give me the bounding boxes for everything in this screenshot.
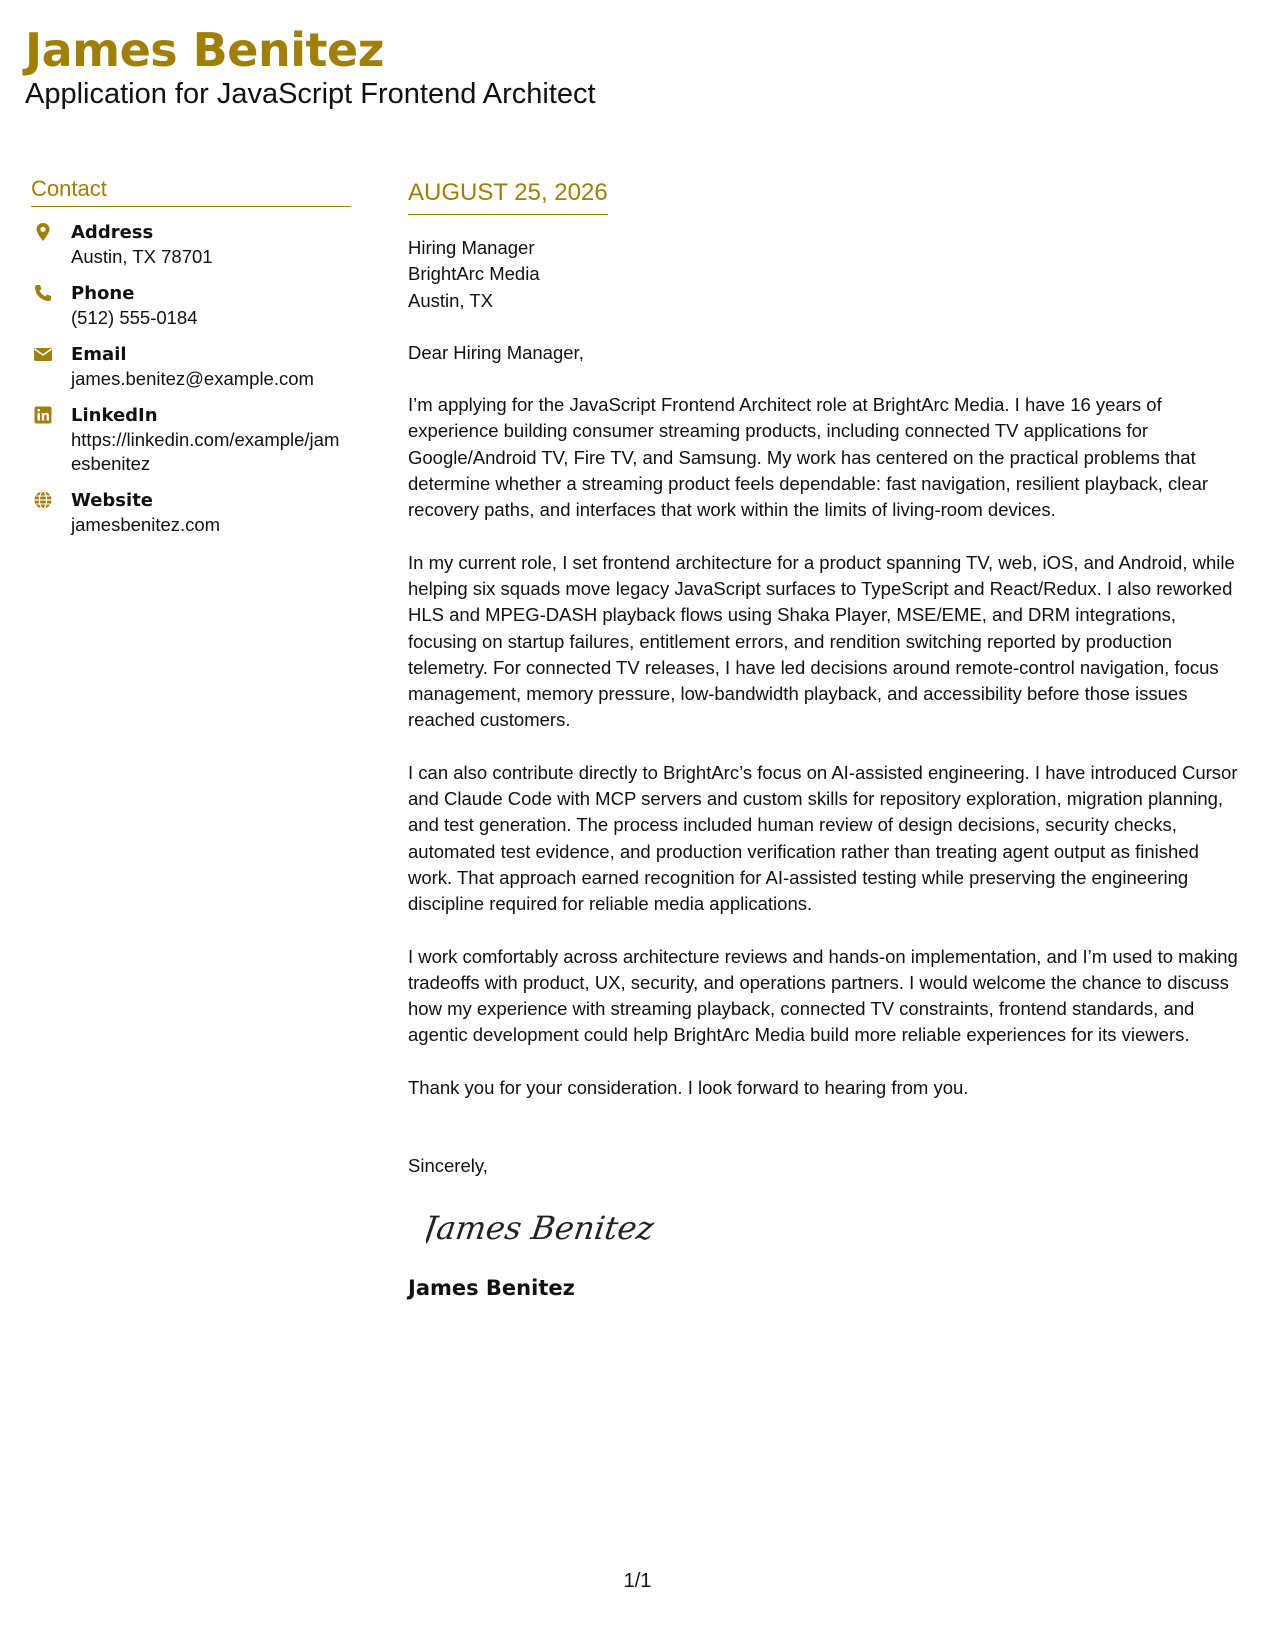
contact-value: (512) 555-0184 (71, 307, 198, 328)
applicant-name: James Benitez (25, 23, 384, 77)
contact-item-address (31, 221, 351, 269)
letter-paragraph: I’m applying for the JavaScript Frontend Architect role at BrightArc Media. I have 16 years of experience building consumer streaming products, including connected TV applications for Google/Android TV, Fire TV, and Samsung. My work has centered on the practical problems that determine whether a streaming product feels dependable: fast navigation, resilient playback, clear recovery paths, and interfaces that work within the limits of living-room devices. (408, 394, 1209, 521)
letter-header (25, 22, 596, 112)
contact-value: james.benitez@example.com (71, 368, 314, 389)
recipient-line: Austin, TX (408, 289, 494, 311)
map-pin-icon (33, 222, 53, 242)
recipient-block (408, 235, 1248, 314)
contact-sidebar (31, 175, 351, 550)
letter-body (408, 178, 1248, 1302)
contact-item-email (31, 343, 351, 391)
envelope-icon (33, 344, 53, 364)
contact-label: Email (71, 344, 127, 365)
recipient-line: Hiring Manager (408, 237, 535, 258)
closing: Sincerely, (408, 1155, 488, 1177)
letter-paragraph: I work comfortably across architecture reviews and hands-on implementation, and I’m used to making tradeoffs with product, UX, security, and operations partners. I would welcome the chance to discuss how my experience with streaming playback, connected TV constraints, frontend standards, and agentic development could help BrightArc Media build more reliable experiences for its viewers. (408, 945, 1238, 1046)
contact-item-linkedin (31, 404, 351, 476)
contact-value: Austin, TX 78701 (71, 246, 213, 267)
signed-name: James Benitez (408, 1276, 575, 1301)
contact-value: jamesbenitez.com (71, 514, 221, 535)
contact-label: Website (71, 490, 154, 511)
contact-label: Phone (71, 283, 135, 304)
contact-heading: Contact (31, 175, 351, 207)
phone-icon (33, 283, 53, 303)
letter-date: AUGUST 25, 2026 (408, 178, 608, 215)
letter-paragraph: I can also contribute directly to BrightArc’s focus on AI-assisted engineering. I have introduced Cursor and Claude Code with MCP servers and custom skills for repository exploration, migration planning, and test generation. The process included human review of design decisions, security checks, automated test evidence, and production verification rather than treating agent output as finished work. That approach earned recognition for AI-assisted testing while preserving the engineering discipline required for reliable media applications. (408, 761, 1238, 915)
contact-label: Address (71, 222, 154, 243)
contact-item-phone (31, 282, 351, 330)
letter-paragraph: Thank you for your consideration. I look forward to hearing from you. (408, 1076, 969, 1098)
recipient-line: BrightArc Media (408, 263, 540, 285)
contact-value: https://linkedin.com/example/jamesbenitez (71, 429, 340, 474)
salutation: Dear Hiring Manager, (408, 341, 584, 363)
application-subtitle: Application for JavaScript Frontend Architect (25, 78, 596, 110)
handwritten-signature (426, 1199, 656, 1255)
contact-item-website (31, 489, 351, 537)
letter-paragraph: In my current role, I set frontend architecture for a product spanning TV, web, iOS, and Android, while helping six squads move legacy JavaScript surfaces to TypeScript and React/Redux. I also reworked HLS and MPEG-DASH playback flows using Shaka Player, MSE/EME, and DRM integrations, focusing on startup failures, entitlement errors, and rendition switching reported by production telemetry. For connected TV releases, I have led decisions around remote-control navigation, focus management, memory pressure, low-bandwidth playback, and accessibility before those issues reached customers. (408, 551, 1235, 731)
globe-icon (33, 490, 53, 510)
page-number: 1/1 (623, 1570, 652, 1592)
signature-text: James Benitez (426, 1209, 656, 1248)
contact-label: LinkedIn (71, 405, 158, 426)
linkedin-icon (33, 405, 53, 425)
